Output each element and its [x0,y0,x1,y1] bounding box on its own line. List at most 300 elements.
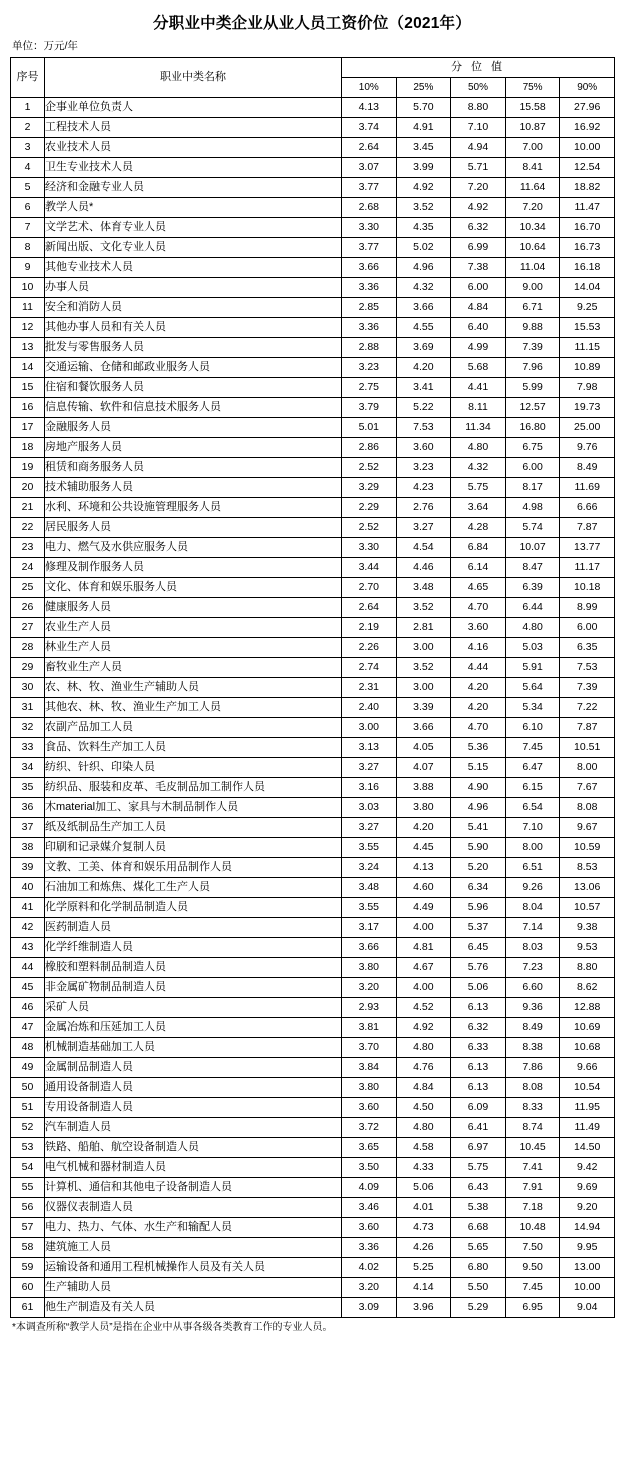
cell-percentile-value: 4.80 [505,617,560,637]
cell-percentile-value: 6.00 [451,277,506,297]
cell-percentile-value: 8.62 [560,977,615,997]
cell-percentile-value: 2.81 [396,617,451,637]
cell-percentile-value: 6.13 [451,997,506,1017]
cell-percentile-value: 19.73 [560,397,615,417]
table-row [11,897,615,917]
cell-percentile-value: 5.06 [396,1177,451,1197]
table-row [11,1097,615,1117]
cell-percentile-value: 5.99 [505,377,560,397]
cell-percentile-value: 6.13 [451,1077,506,1097]
cell-seq: 45 [11,977,45,997]
cell-occupation-name: 安全和消防人员 [45,297,342,317]
cell-percentile-value: 7.39 [505,337,560,357]
cell-occupation-name: 非金属矿物制品制造人员 [45,977,342,997]
cell-occupation-name: 通用设备制造人员 [45,1077,342,1097]
cell-seq: 2 [11,117,45,137]
cell-percentile-value: 4.23 [396,477,451,497]
cell-percentile-value: 9.67 [560,817,615,837]
cell-percentile-value: 25.00 [560,417,615,437]
cell-percentile-value: 3.55 [342,897,397,917]
cell-percentile-value: 3.60 [342,1097,397,1117]
cell-percentile-value: 7.87 [560,717,615,737]
cell-occupation-name: 电气机械和器材制造人员 [45,1157,342,1177]
cell-percentile-value: 2.31 [342,677,397,697]
cell-percentile-value: 4.00 [396,917,451,937]
cell-percentile-value: 9.25 [560,297,615,317]
table-row [11,317,615,337]
cell-seq: 44 [11,957,45,977]
cell-seq: 46 [11,997,45,1017]
cell-percentile-value: 6.60 [505,977,560,997]
cell-percentile-value: 3.74 [342,117,397,137]
table-row [11,157,615,177]
cell-percentile-value: 3.41 [396,377,451,397]
cell-percentile-value: 5.36 [451,737,506,757]
table-row [11,917,615,937]
table-row [11,137,615,157]
cell-percentile-value: 7.67 [560,777,615,797]
cell-occupation-name: 租赁和商务服务人员 [45,457,342,477]
cell-seq: 34 [11,757,45,777]
table-row [11,457,615,477]
cell-percentile-value: 5.37 [451,917,506,937]
cell-percentile-value: 7.91 [505,1177,560,1197]
cell-percentile-value: 4.16 [451,637,506,657]
cell-percentile-value: 6.66 [560,497,615,517]
table-row [11,1157,615,1177]
cell-seq: 52 [11,1117,45,1137]
cell-percentile-value: 4.44 [451,657,506,677]
header-p25: 25% [396,77,451,97]
cell-percentile-value: 3.23 [396,457,451,477]
cell-occupation-name: 畜牧业生产人员 [45,657,342,677]
cell-occupation-name: 农业技术人员 [45,137,342,157]
cell-occupation-name: 木material加工、家具与木制品制作人员 [45,797,342,817]
cell-seq: 35 [11,777,45,797]
cell-percentile-value: 7.38 [451,257,506,277]
cell-percentile-value: 6.43 [451,1177,506,1197]
cell-percentile-value: 3.77 [342,237,397,257]
cell-seq: 50 [11,1077,45,1097]
table-row [11,397,615,417]
cell-percentile-value: 4.20 [451,677,506,697]
cell-percentile-value: 7.20 [505,197,560,217]
cell-percentile-value: 6.97 [451,1137,506,1157]
cell-seq: 43 [11,937,45,957]
cell-seq: 53 [11,1137,45,1157]
cell-occupation-name: 新闻出版、文化专业人员 [45,237,342,257]
cell-percentile-value: 4.92 [451,197,506,217]
cell-percentile-value: 3.23 [342,357,397,377]
cell-seq: 25 [11,577,45,597]
cell-percentile-value: 8.53 [560,857,615,877]
table-row [11,977,615,997]
cell-percentile-value: 6.10 [505,717,560,737]
cell-percentile-value: 16.18 [560,257,615,277]
cell-occupation-name: 卫生专业技术人员 [45,157,342,177]
cell-percentile-value: 4.54 [396,537,451,557]
cell-percentile-value: 7.23 [505,957,560,977]
cell-percentile-value: 2.29 [342,497,397,517]
cell-percentile-value: 2.19 [342,617,397,637]
table-row [11,357,615,377]
cell-percentile-value: 7.98 [560,377,615,397]
cell-percentile-value: 10.89 [560,357,615,377]
cell-percentile-value: 5.68 [451,357,506,377]
cell-percentile-value: 5.75 [451,1157,506,1177]
cell-percentile-value: 4.92 [396,1017,451,1037]
cell-occupation-name: 医药制造人员 [45,917,342,937]
cell-percentile-value: 2.85 [342,297,397,317]
cell-percentile-value: 5.76 [451,957,506,977]
cell-percentile-value: 7.96 [505,357,560,377]
cell-percentile-value: 8.00 [560,757,615,777]
cell-percentile-value: 16.80 [505,417,560,437]
cell-percentile-value: 14.04 [560,277,615,297]
cell-percentile-value: 4.98 [505,497,560,517]
cell-percentile-value: 3.52 [396,597,451,617]
cell-percentile-value: 3.72 [342,1117,397,1137]
table-row [11,937,615,957]
cell-percentile-value: 7.10 [505,817,560,837]
table-row [11,697,615,717]
cell-percentile-value: 8.80 [560,957,615,977]
cell-percentile-value: 4.14 [396,1277,451,1297]
cell-percentile-value: 3.16 [342,777,397,797]
cell-percentile-value: 5.70 [396,97,451,117]
cell-percentile-value: 4.02 [342,1257,397,1277]
cell-percentile-value: 27.96 [560,97,615,117]
cell-seq: 22 [11,517,45,537]
cell-percentile-value: 4.84 [451,297,506,317]
cell-percentile-value: 9.38 [560,917,615,937]
cell-percentile-value: 3.60 [451,617,506,637]
cell-occupation-name: 住宿和餐饮服务人员 [45,377,342,397]
cell-percentile-value: 10.59 [560,837,615,857]
cell-percentile-value: 3.39 [396,697,451,717]
cell-percentile-value: 7.87 [560,517,615,537]
cell-percentile-value: 4.80 [451,437,506,457]
cell-occupation-name: 计算机、通信和其他电子设备制造人员 [45,1177,342,1197]
table-row [11,237,615,257]
cell-percentile-value: 6.80 [451,1257,506,1277]
table-head [11,57,615,97]
cell-percentile-value: 4.67 [396,957,451,977]
cell-percentile-value: 7.22 [560,697,615,717]
cell-percentile-value: 6.34 [451,877,506,897]
table-row [11,117,615,137]
cell-percentile-value: 3.24 [342,857,397,877]
cell-occupation-name: 办事人员 [45,277,342,297]
cell-seq: 58 [11,1237,45,1257]
cell-percentile-value: 3.27 [342,757,397,777]
cell-percentile-value: 13.06 [560,877,615,897]
cell-occupation-name: 健康服务人员 [45,597,342,617]
table-row [11,337,615,357]
cell-percentile-value: 4.52 [396,997,451,1017]
cell-occupation-name: 专用设备制造人员 [45,1097,342,1117]
cell-percentile-value: 3.80 [342,1077,397,1097]
cell-occupation-name: 铁路、船舶、航空设备制造人员 [45,1137,342,1157]
cell-percentile-value: 2.52 [342,517,397,537]
cell-percentile-value: 7.41 [505,1157,560,1177]
cell-percentile-value: 5.02 [396,237,451,257]
cell-percentile-value: 2.75 [342,377,397,397]
cell-seq: 42 [11,917,45,937]
cell-percentile-value: 3.20 [342,1277,397,1297]
cell-percentile-value: 4.81 [396,937,451,957]
cell-percentile-value: 4.55 [396,317,451,337]
cell-occupation-name: 生产辅助人员 [45,1277,342,1297]
cell-percentile-value: 3.07 [342,157,397,177]
cell-percentile-value: 7.20 [451,177,506,197]
cell-percentile-value: 5.90 [451,837,506,857]
cell-percentile-value: 4.70 [451,597,506,617]
cell-percentile-value: 10.18 [560,577,615,597]
cell-percentile-value: 4.50 [396,1097,451,1117]
cell-percentile-value: 3.52 [396,197,451,217]
cell-occupation-name: 文学艺术、体育专业人员 [45,217,342,237]
header-p90: 90% [560,77,615,97]
cell-seq: 38 [11,837,45,857]
cell-occupation-name: 印刷和记录媒介复制人员 [45,837,342,857]
cell-percentile-value: 4.94 [451,137,506,157]
table-row [11,257,615,277]
cell-percentile-value: 2.64 [342,137,397,157]
table-header-row-1 [11,57,615,77]
cell-percentile-value: 2.88 [342,337,397,357]
table-row [11,1077,615,1097]
wage-percentile-table [10,57,615,1318]
cell-percentile-value: 8.08 [560,797,615,817]
cell-seq: 18 [11,437,45,457]
table-row [11,497,615,517]
table-footnote: *本调查所称“教学人员”是指在企业中从事各级各类教育工作的专业人员。 [12,1321,333,1333]
cell-percentile-value: 5.71 [451,157,506,177]
cell-percentile-value: 4.96 [451,797,506,817]
cell-percentile-value: 6.35 [560,637,615,657]
cell-occupation-name: 食品、饮料生产加工人员 [45,737,342,757]
cell-seq: 7 [11,217,45,237]
cell-seq: 20 [11,477,45,497]
table-row [11,597,615,617]
cell-percentile-value: 8.08 [505,1077,560,1097]
table-row [11,517,615,537]
cell-percentile-value: 6.09 [451,1097,506,1117]
cell-percentile-value: 11.47 [560,197,615,217]
cell-percentile-value: 3.77 [342,177,397,197]
cell-percentile-value: 3.00 [342,717,397,737]
cell-percentile-value: 4.28 [451,517,506,537]
cell-occupation-name: 文化、体育和娱乐服务人员 [45,577,342,597]
cell-percentile-value: 5.01 [342,417,397,437]
cell-percentile-value: 9.69 [560,1177,615,1197]
cell-percentile-value: 13.00 [560,1257,615,1277]
cell-percentile-value: 4.26 [396,1237,451,1257]
cell-percentile-value: 3.96 [396,1297,451,1317]
cell-occupation-name: 纺织品、服装和皮革、毛皮制品加工制作人员 [45,777,342,797]
cell-percentile-value: 5.20 [451,857,506,877]
cell-percentile-value: 3.29 [342,477,397,497]
table-row [11,737,615,757]
cell-percentile-value: 12.54 [560,157,615,177]
cell-seq: 24 [11,557,45,577]
cell-percentile-value: 9.88 [505,317,560,337]
cell-percentile-value: 10.07 [505,537,560,557]
header-seq: 序号 [11,57,45,97]
cell-seq: 10 [11,277,45,297]
cell-percentile-value: 5.06 [451,977,506,997]
table-row [11,717,615,737]
cell-percentile-value: 4.92 [396,177,451,197]
cell-percentile-value: 4.20 [451,697,506,717]
cell-percentile-value: 3.27 [396,517,451,537]
cell-occupation-name: 纸及纸制品生产加工人员 [45,817,342,837]
cell-percentile-value: 4.73 [396,1217,451,1237]
cell-percentile-value: 5.34 [505,697,560,717]
cell-occupation-name: 电力、热力、气体、水生产和输配人员 [45,1217,342,1237]
cell-seq: 49 [11,1057,45,1077]
cell-percentile-value: 6.99 [451,237,506,257]
cell-percentile-value: 3.00 [396,677,451,697]
cell-percentile-value: 4.90 [451,777,506,797]
cell-percentile-value: 5.03 [505,637,560,657]
cell-percentile-value: 9.00 [505,277,560,297]
table-row [11,437,615,457]
table-row [11,1277,615,1297]
cell-percentile-value: 10.00 [560,1277,615,1297]
cell-seq: 12 [11,317,45,337]
cell-occupation-name: 其他专业技术人员 [45,257,342,277]
cell-percentile-value: 15.53 [560,317,615,337]
cell-percentile-value: 4.76 [396,1057,451,1077]
cell-percentile-value: 13.77 [560,537,615,557]
cell-percentile-value: 4.84 [396,1077,451,1097]
cell-occupation-name: 仪器仪表制造人员 [45,1197,342,1217]
cell-percentile-value: 8.99 [560,597,615,617]
cell-percentile-value: 7.18 [505,1197,560,1217]
cell-percentile-value: 5.22 [396,397,451,417]
cell-percentile-value: 4.20 [396,357,451,377]
cell-percentile-value: 9.26 [505,877,560,897]
cell-percentile-value: 4.32 [396,277,451,297]
cell-seq: 40 [11,877,45,897]
cell-seq: 37 [11,817,45,837]
cell-percentile-value: 3.36 [342,277,397,297]
cell-percentile-value: 3.13 [342,737,397,757]
cell-seq: 5 [11,177,45,197]
cell-percentile-value: 8.74 [505,1117,560,1137]
cell-percentile-value: 7.14 [505,917,560,937]
cell-percentile-value: 3.46 [342,1197,397,1217]
cell-percentile-value: 4.80 [396,1037,451,1057]
cell-occupation-name: 金融服务人员 [45,417,342,437]
cell-percentile-value: 7.39 [560,677,615,697]
table-row [11,877,615,897]
cell-percentile-value: 4.33 [396,1157,451,1177]
cell-percentile-value: 10.00 [560,137,615,157]
cell-seq: 14 [11,357,45,377]
cell-seq: 33 [11,737,45,757]
cell-percentile-value: 4.45 [396,837,451,857]
cell-percentile-value: 4.70 [451,717,506,737]
cell-occupation-name: 机械制造基础加工人员 [45,1037,342,1057]
cell-percentile-value: 11.15 [560,337,615,357]
cell-percentile-value: 4.07 [396,757,451,777]
cell-percentile-value: 6.15 [505,777,560,797]
cell-seq: 13 [11,337,45,357]
cell-seq: 29 [11,657,45,677]
cell-percentile-value: 8.17 [505,477,560,497]
cell-seq: 41 [11,897,45,917]
cell-percentile-value: 4.00 [396,977,451,997]
cell-percentile-value: 6.51 [505,857,560,877]
table-row [11,1257,615,1277]
cell-percentile-value: 7.10 [451,117,506,137]
cell-occupation-name: 金属制品制造人员 [45,1057,342,1077]
cell-percentile-value: 6.45 [451,937,506,957]
cell-percentile-value: 9.42 [560,1157,615,1177]
cell-percentile-value: 8.47 [505,557,560,577]
cell-percentile-value: 2.52 [342,457,397,477]
cell-percentile-value: 3.03 [342,797,397,817]
cell-percentile-value: 9.76 [560,437,615,457]
table-row [11,1237,615,1257]
cell-percentile-value: 3.69 [396,337,451,357]
table-row [11,657,615,677]
table-row [11,677,615,697]
cell-occupation-name: 电力、燃气及水供应服务人员 [45,537,342,557]
cell-percentile-value: 4.32 [451,457,506,477]
cell-percentile-value: 3.36 [342,1237,397,1257]
cell-percentile-value: 6.00 [505,457,560,477]
cell-occupation-name: 林业生产人员 [45,637,342,657]
cell-percentile-value: 6.41 [451,1117,506,1137]
cell-percentile-value: 3.17 [342,917,397,937]
table-row [11,177,615,197]
cell-percentile-value: 5.75 [451,477,506,497]
table-row [11,1117,615,1137]
cell-seq: 60 [11,1277,45,1297]
table-row [11,777,615,797]
cell-percentile-value: 4.20 [396,817,451,837]
table-row [11,197,615,217]
cell-percentile-value: 10.54 [560,1077,615,1097]
cell-percentile-value: 6.32 [451,1017,506,1037]
cell-percentile-value: 16.92 [560,117,615,137]
cell-seq: 8 [11,237,45,257]
cell-percentile-value: 7.45 [505,1277,560,1297]
cell-occupation-name: 其他农、林、牧、渔业生产加工人员 [45,697,342,717]
cell-percentile-value: 7.53 [396,417,451,437]
cell-percentile-value: 5.74 [505,517,560,537]
cell-percentile-value: 11.34 [451,417,506,437]
cell-percentile-value: 2.40 [342,697,397,717]
cell-occupation-name: 交通运输、仓储和邮政业服务人员 [45,357,342,377]
cell-percentile-value: 7.53 [560,657,615,677]
table-row [11,997,615,1017]
cell-percentile-value: 4.49 [396,897,451,917]
cell-occupation-name: 化学纤维制造人员 [45,937,342,957]
cell-seq: 36 [11,797,45,817]
cell-percentile-value: 4.13 [396,857,451,877]
cell-occupation-name: 经济和金融专业人员 [45,177,342,197]
cell-occupation-name: 化学原料和化学制品制造人员 [45,897,342,917]
cell-percentile-value: 3.60 [342,1217,397,1237]
cell-percentile-value: 11.17 [560,557,615,577]
cell-percentile-value: 8.03 [505,937,560,957]
table-row [11,277,615,297]
